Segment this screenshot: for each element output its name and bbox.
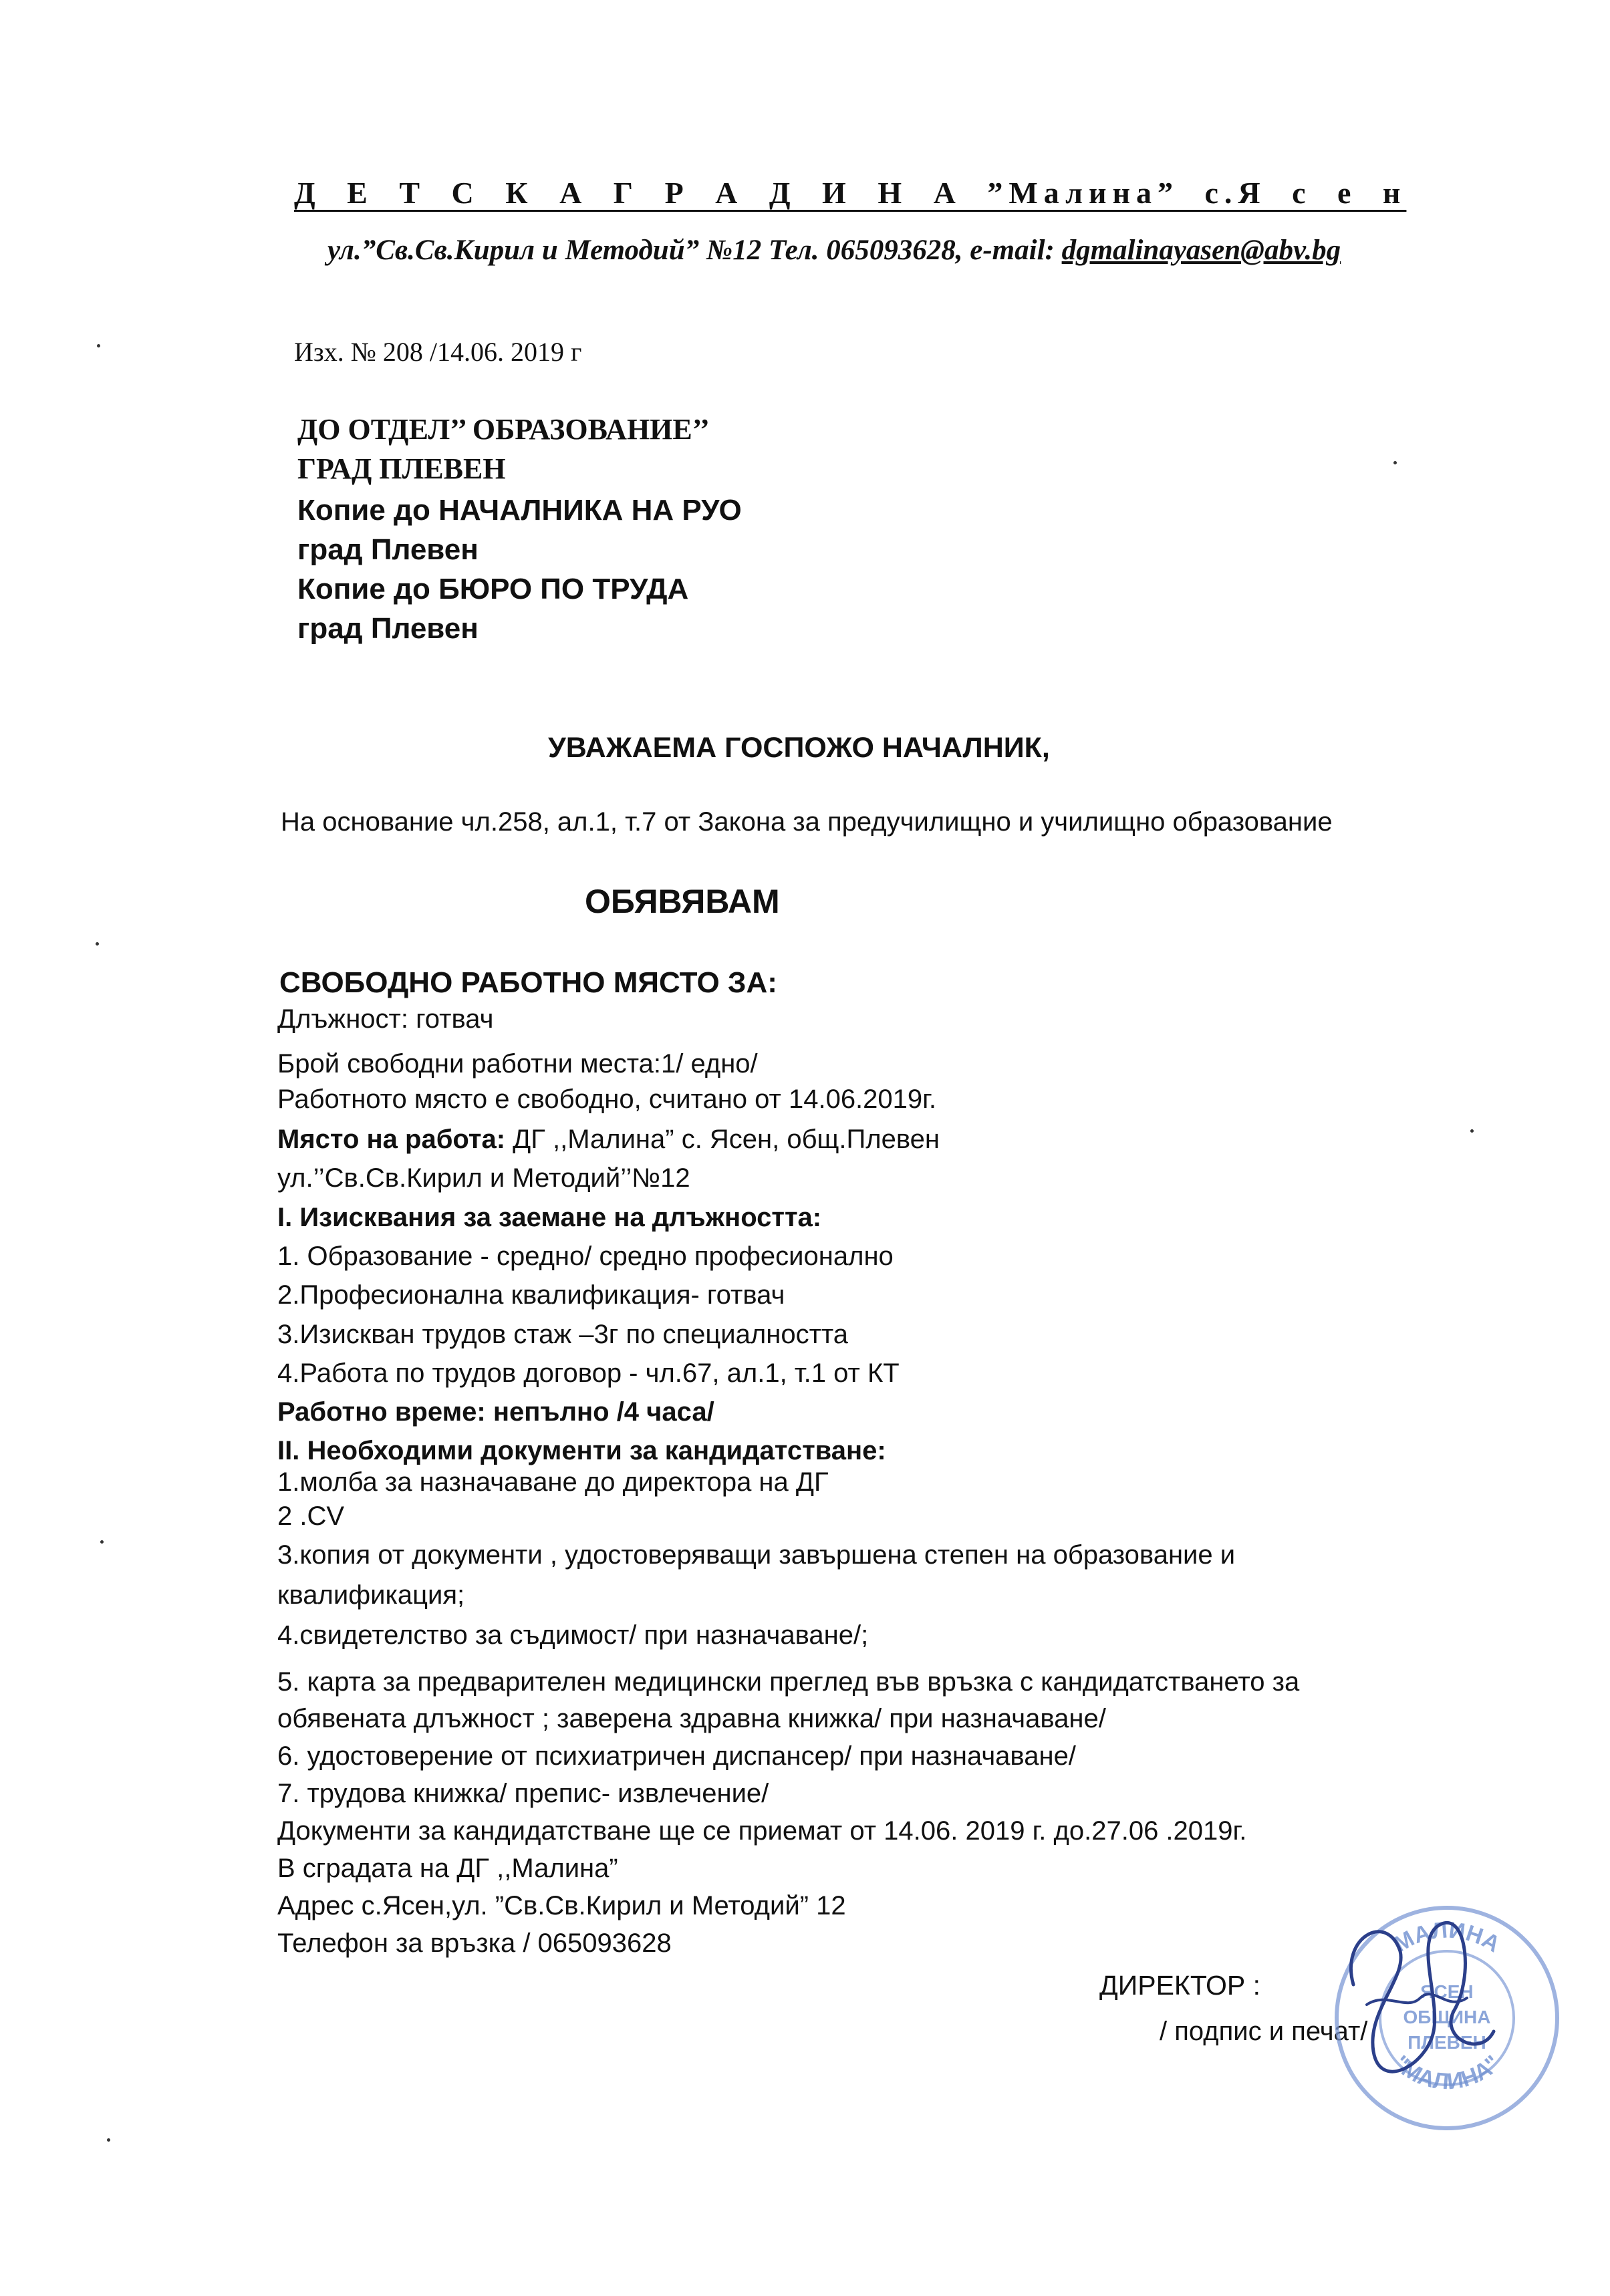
official-stamp	[1327, 1898, 1567, 2138]
stamp-inner-text: ОБЩИНА	[1403, 2007, 1491, 2027]
closing-line: Документи за кандидатстване ще се приемат от 14.06. 2019 г. до.27.06 .2019г.	[277, 1816, 1247, 1846]
addressee-line: Копие до БЮРО ПО ТРУДА	[297, 573, 689, 605]
closing-line: Телефон за връзка / 065093628	[277, 1928, 672, 1958]
position: Длъжност: готвач	[277, 1004, 494, 1034]
document-item: 5. карта за предварителен медицински преглед във връзка с кандидатстването за	[277, 1667, 1300, 1697]
stamp-inner-text: ПЛЕВЕН	[1407, 2032, 1486, 2053]
document-item: обявената длъжност ; заверена здравна книжка/ при назначаване/	[277, 1704, 1106, 1733]
document-item: квалификация;	[277, 1580, 465, 1610]
director-label: ДИРЕКТОР :	[1099, 1970, 1261, 2001]
document-item: 1.молба за назначаване до директора на ДГ	[277, 1467, 829, 1497]
workplace-value: ДГ ,,Малина” с. Ясен, общ.Плевен	[505, 1125, 940, 1154]
scan-speck	[1470, 1129, 1474, 1133]
requirement-item: 1. Образование - средно/ средно професионално	[277, 1242, 894, 1271]
scan-speck	[96, 942, 99, 946]
requirement-item: 4.Работа по трудов договор - чл.67, ал.1, т.1 от КТ	[277, 1358, 900, 1388]
scan-speck	[1393, 461, 1397, 464]
legal-basis: На основание чл.258, ал.1, т.7 от Закона за предучилищно и училищно образование	[281, 807, 1333, 837]
addressee-line: Копие до НАЧАЛНИКА НА РУО	[297, 494, 742, 527]
slots: Брой свободни работни места:1/ едно/	[277, 1049, 758, 1079]
free-from: Работното място е свободно, считано от 14.06.2019г.	[277, 1085, 936, 1114]
vacancy-heading: СВОБОДНО РАБОТНО МЯСТО ЗА:	[279, 966, 777, 999]
stamp-bottom-text: "МАЛИНА"	[1388, 2050, 1506, 2095]
announce-heading: ОБЯВЯВАМ	[585, 883, 780, 920]
requirement-item: 3.Изискван трудов стаж –3г по специалността	[277, 1320, 849, 1349]
scan-speck	[97, 344, 100, 347]
stamp-inner-text: ЯСЕН	[1420, 1981, 1474, 2002]
svg-text:"МАЛИНА"	[1389, 2051, 1506, 2095]
outgoing-number: Изх. № 208 /14.06. 2019 г	[294, 337, 582, 367]
requirement-item: 2.Професионална квалификация- готвач	[277, 1280, 785, 1310]
workplace	[277, 1125, 940, 1155]
addressee-line: град Плевен	[297, 533, 479, 566]
closing-line: В сградата на ДГ ,,Малина”	[277, 1854, 618, 1883]
stamp-top-text: МАЛИНА	[1389, 1917, 1504, 1958]
kindergarten-contact	[327, 234, 1341, 267]
requirements-heading: I. Изисквания за заемане на длъжността:	[277, 1203, 822, 1232]
documents-heading: II. Необходими документи за кандидатстване:	[277, 1436, 886, 1465]
kindergarten-title: Д Е Т С К А Г Р А Д И Н А ”Малина” с.Я с е н	[294, 176, 1407, 210]
scan-speck	[100, 1540, 104, 1544]
workplace-label: Място на работа:	[277, 1125, 506, 1154]
contact-email[interactable]: dgmalinayasen@abv.bg	[1061, 235, 1341, 266]
workplace-street: ул.’’Св.Св.Кирил и Методий’’№12	[277, 1163, 690, 1193]
addressee-line: ГРАД ПЛЕВЕН	[297, 452, 506, 485]
document-item: 7. трудова книжка/ препис- извлечение/	[277, 1779, 769, 1808]
addressee-line: ДО ОТДЕЛ’’ ОБРАЗОВАНИЕ’’	[297, 413, 710, 446]
closing-line: Адрес с.Ясен,ул. ”Св.Св.Кирил и Методий” 12	[277, 1891, 846, 1920]
signature-note: / подпис и печат/	[1160, 2017, 1368, 2046]
document-item: 2 .CV	[277, 1501, 345, 1531]
document-item: 6. удостоверение от психиатричен диспансер/ при назначаване/	[277, 1741, 1076, 1771]
work-time: Работно време: непълно /4 часа/	[277, 1397, 714, 1427]
scan-speck	[107, 2138, 110, 2142]
greeting: УВАЖАЕМА ГОСПОЖО НАЧАЛНИК,	[548, 732, 1050, 764]
document-item: 3.копия от документи , удостоверяващи завършена степен на образование и	[277, 1540, 1236, 1570]
contact-address: ул.”Св.Св.Кирил и Методий” №12 Тел. 065093628, e-mail:	[327, 235, 1062, 266]
document-item: 4.свидетелство за съдимост/ при назначаване/;	[277, 1620, 869, 1650]
addressee-line: град Плевен	[297, 612, 479, 645]
